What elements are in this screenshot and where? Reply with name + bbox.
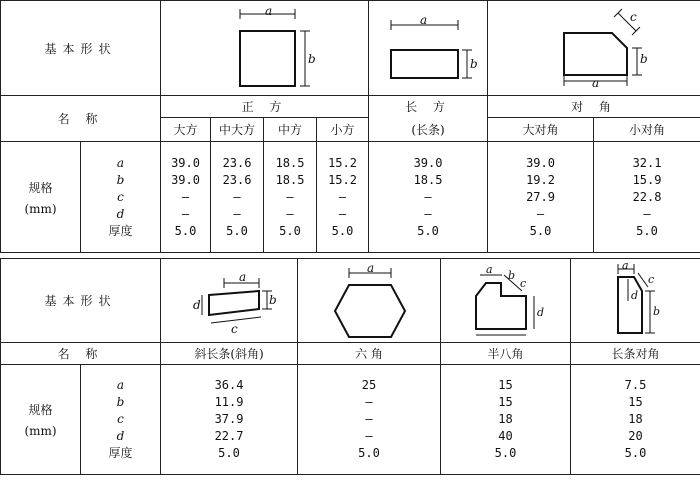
sub-name: 中方: [264, 118, 317, 142]
value-column: 39.0 39.0 — — 5.0: [161, 142, 211, 253]
svg-text:a: a: [239, 269, 247, 284]
sub-name: 小方: [317, 118, 369, 142]
shape-letter-a: a: [264, 5, 272, 18]
sub-name: 小对角: [594, 118, 700, 142]
name-label: 名 称: [1, 343, 161, 365]
svg-text:a: a: [367, 260, 375, 275]
shape-name: 斜长条(斜角): [161, 343, 298, 365]
value-column: 15 15 18 40 5.0: [441, 365, 571, 475]
svg-text:c: c: [630, 10, 637, 24]
basic-shape-label: 基本形状: [1, 1, 161, 96]
value-column: 23.6 23.6 — — 5.0: [211, 142, 264, 253]
svg-text:b: b: [507, 268, 515, 282]
sub-name: 大对角: [488, 118, 594, 142]
basic-shape-label: 基本形状: [1, 259, 161, 343]
svg-text:b: b: [269, 292, 277, 307]
sub-name: (长条): [369, 118, 488, 142]
value-column: 25 — — — 5.0: [298, 365, 441, 475]
sub-name: 中大方: [211, 118, 264, 142]
param-labels: a b c d 厚度: [81, 365, 161, 475]
value-column: 7.5 15 18 20 5.0: [571, 365, 700, 475]
shape-name: 半八角: [441, 343, 571, 365]
value-column: 18.5 18.5 — — 5.0: [264, 142, 317, 253]
rectangle-shape-diagram: [369, 1, 488, 96]
shape-name: 长条对角: [571, 343, 700, 365]
shape-letter-b: b: [307, 52, 316, 66]
svg-text:a: a: [621, 260, 629, 272]
svg-text:d: d: [630, 288, 638, 302]
svg-text:b: b: [652, 304, 660, 318]
svg-text:b: b: [640, 52, 648, 66]
shape-name: 六 角: [298, 343, 441, 365]
svg-text:a: a: [592, 76, 600, 90]
strip-diagonal-diagram: [571, 259, 700, 343]
group-rect-title: 长 方: [369, 96, 488, 118]
group-square-title: 正 方: [161, 96, 369, 118]
oblique-strip-diagram: [161, 259, 298, 343]
value-column: 32.1 15.9 22.8 — 5.0: [594, 142, 700, 253]
name-label: 名 称: [1, 96, 161, 142]
spec-table-2: [0, 258, 700, 475]
sub-name: 大方: [161, 118, 211, 142]
svg-text:d: d: [193, 297, 201, 312]
param-labels: a b c d 厚度: [81, 142, 161, 253]
value-column: 39.0 18.5 — — 5.0: [369, 142, 488, 253]
svg-text:b: b: [470, 57, 478, 71]
diagonal-shape-diagram: [488, 1, 700, 96]
half-octagon-diagram: [441, 259, 571, 343]
spec-label: 规格 (mm): [1, 142, 81, 253]
svg-text:a: a: [485, 262, 493, 276]
svg-text:d: d: [536, 305, 544, 319]
svg-text:c: c: [647, 272, 654, 286]
svg-text:c: c: [519, 276, 526, 290]
value-column: 39.0 19.2 27.9 — 5.0: [488, 142, 594, 253]
value-column: 15.2 15.2 — — 5.0: [317, 142, 369, 253]
hexagon-diagram: [298, 259, 441, 343]
svg-text:a: a: [420, 13, 428, 27]
value-column: 36.4 11.9 37.9 22.7 5.0: [161, 365, 298, 475]
svg-text:c: c: [231, 321, 238, 336]
group-diagonal-title: 对 角: [488, 96, 700, 118]
spec-label: 规格 (mm): [1, 365, 81, 475]
square-shape-diagram: [161, 1, 369, 96]
